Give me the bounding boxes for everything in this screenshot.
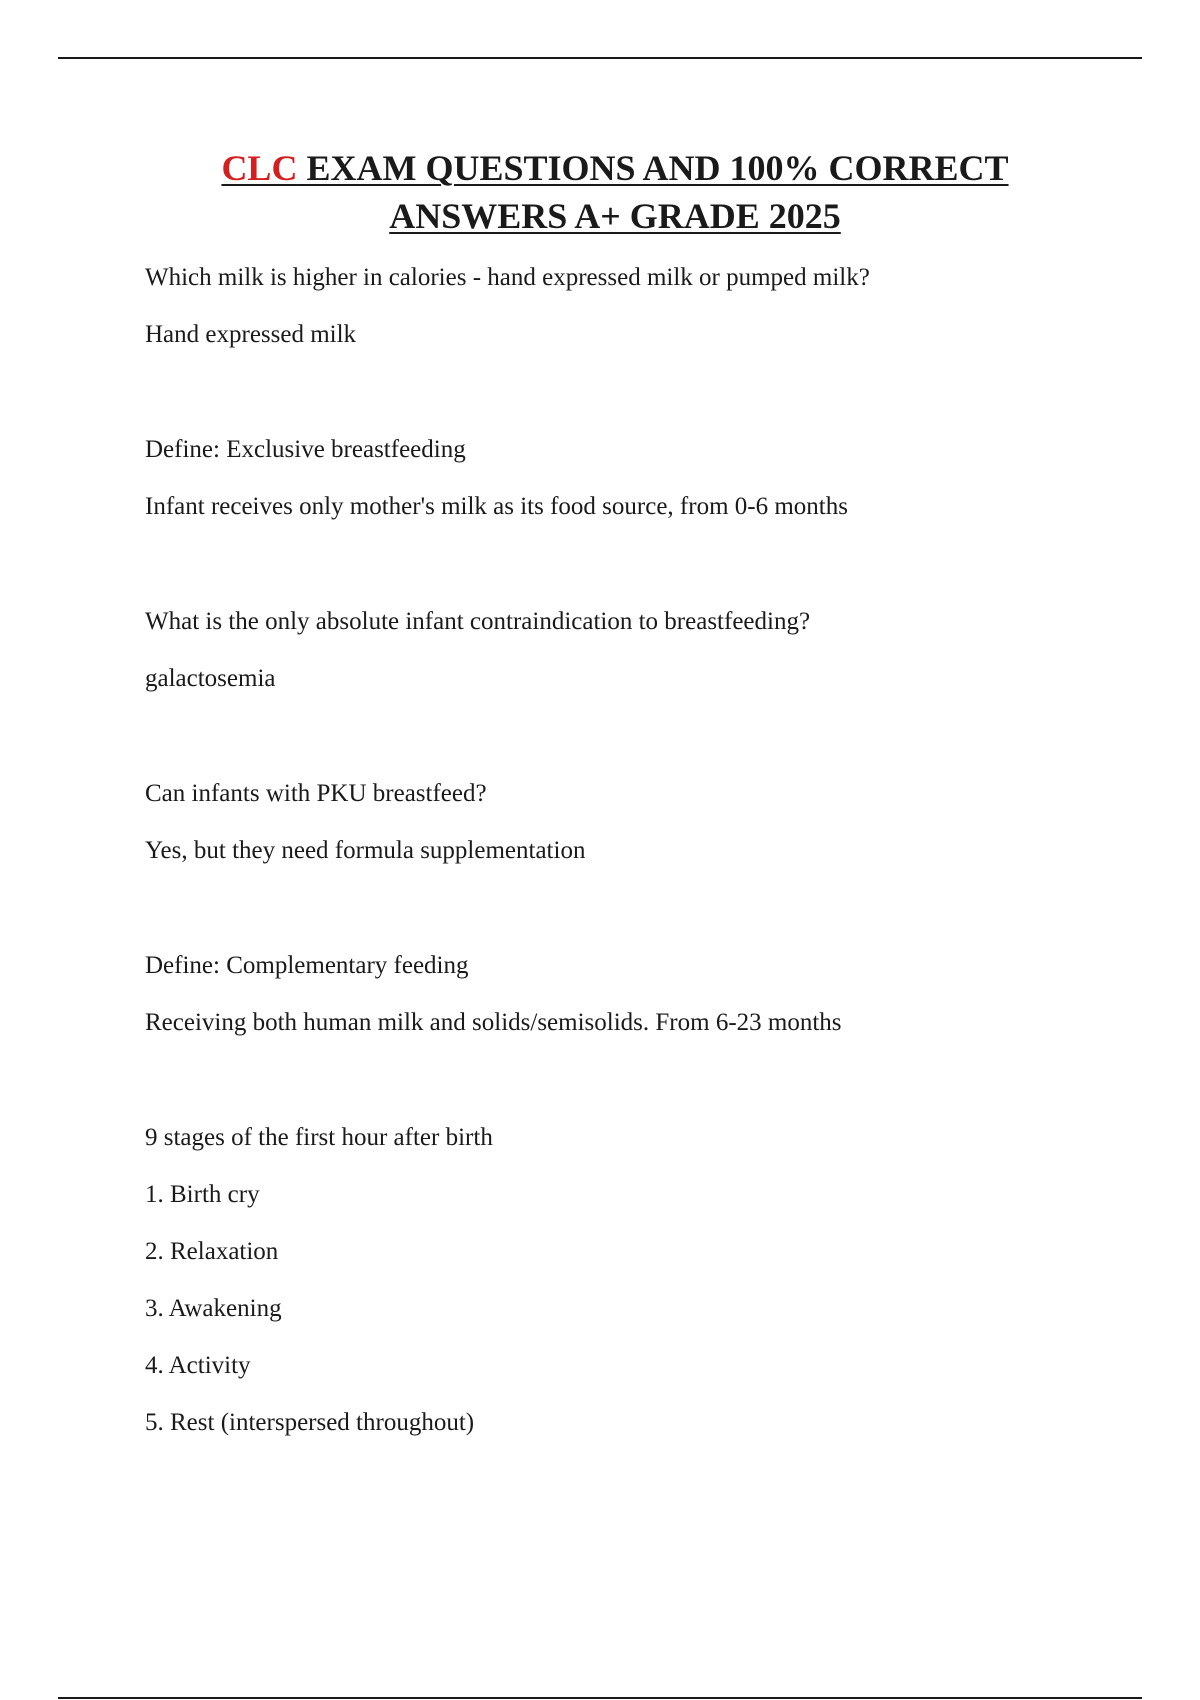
title-accent: CLC [221,148,298,188]
list-item: 4. Activity [145,1352,251,1379]
answer-text: Infant receives only mother's milk as its food source, from 0-6 months [145,493,848,520]
question-text: What is the only absolute infant contraindication to breastfeeding? [145,608,811,635]
answer-text: Yes, but they need formula supplementation [145,837,586,864]
question-text: Define: Complementary feeding [145,952,469,979]
question-text: Can infants with PKU breastfeed? [145,780,487,807]
spacer [145,888,1145,946]
question-text: Which milk is higher in calories - hand expressed milk or pumped milk? [145,264,870,291]
qa-content [145,258,1145,1460]
header-rule [58,57,1142,59]
spacer [145,372,1145,430]
list-item: 3. Awakening [145,1295,282,1322]
title-line-2: ANSWERS A+ GRADE 2025 [389,196,841,236]
spacer [145,544,1145,602]
spacer [145,1060,1145,1118]
spacer [145,716,1145,774]
question-text: 9 stages of the first hour after birth [145,1124,493,1151]
answer-text: Receiving both human milk and solids/semisolids. From 6-23 months [145,1009,842,1036]
list-item: 5. Rest (interspersed throughout) [145,1409,475,1436]
answer-text: Hand expressed milk [145,321,357,348]
document-title [140,144,1090,240]
question-text: Define: Exclusive breastfeeding [145,436,466,463]
answer-text: galactosemia [145,665,276,692]
list-item: 2. Relaxation [145,1238,279,1265]
list-item: 1. Birth cry [145,1181,260,1208]
title-line-1: EXAM QUESTIONS AND 100% CORRECT [297,148,1009,188]
footer-rule [58,1697,1142,1699]
